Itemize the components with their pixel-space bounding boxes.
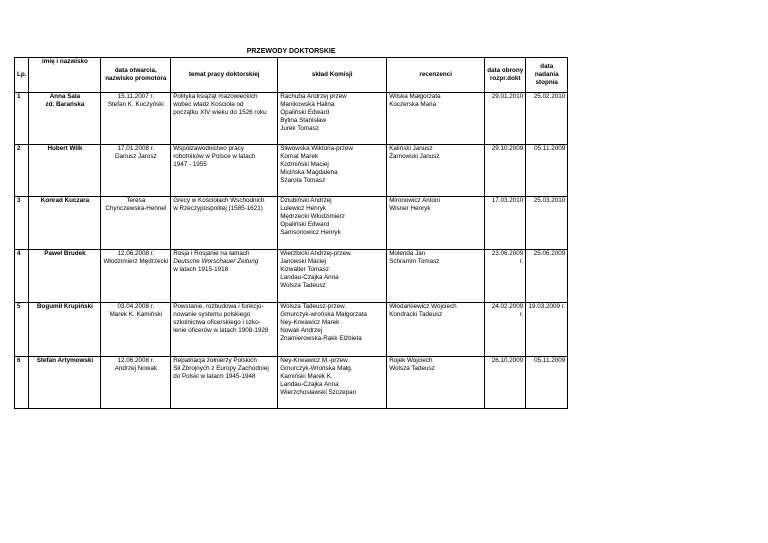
reviewers-line: Kondracki Tadeusz bbox=[389, 311, 443, 318]
thesis-topic-line: Grecy w Kościołach Wschodnich bbox=[173, 197, 265, 204]
header-defense-line: rozpr.dokt bbox=[489, 75, 521, 82]
committee-members bbox=[278, 197, 387, 250]
reviewers bbox=[387, 250, 485, 303]
opening-date-promoter-line: 17.01.2008 r. bbox=[117, 145, 155, 152]
header-reviewers: recenzenci bbox=[387, 58, 485, 93]
thesis-topic-line: nowanie systemu polskiego bbox=[173, 311, 251, 318]
degree-award-date: 05.11.2009 bbox=[526, 357, 568, 409]
thesis-topic-line: wobec władz Kościoła od bbox=[173, 101, 244, 108]
opening-date-promoter-line: Stefan K. Kuczyński bbox=[107, 101, 164, 108]
reviewers bbox=[387, 197, 485, 250]
opening-date-promoter-line: Marek K. Kamiński bbox=[109, 311, 163, 318]
candidate-name bbox=[29, 357, 101, 409]
thesis-topic-line: Polityka książąt mazowieckich bbox=[173, 93, 258, 100]
thesis-topic-line: do Polski w latach 1945-1948 bbox=[173, 373, 256, 380]
opening-date-promoter bbox=[101, 250, 171, 303]
opening-date-promoter bbox=[101, 357, 171, 409]
thesis-topic-line: 1947 - 1955 bbox=[173, 161, 207, 168]
reviewers-line: Kaliński Janusz bbox=[389, 145, 433, 152]
reviewers-line: Schramm Tomasz bbox=[389, 258, 440, 265]
table-row bbox=[15, 303, 568, 357]
opening-date-promoter bbox=[101, 197, 171, 250]
defense-date: 26.10.2009 bbox=[485, 357, 526, 409]
thesis-topic bbox=[171, 197, 278, 250]
reviewers-line: Mironowicz Antoni bbox=[389, 197, 440, 204]
committee-members-line: Opaliński Edward bbox=[280, 221, 330, 228]
defense-date: 29.10.2009 bbox=[485, 145, 526, 197]
committee-members-line: Opaliński Edward bbox=[280, 109, 330, 116]
committee-members-line: Micińska Magdalena bbox=[280, 169, 338, 176]
thesis-topic bbox=[171, 145, 278, 197]
committee-members-line: Manikowska Halina bbox=[280, 101, 335, 108]
reviewers bbox=[387, 145, 485, 197]
candidate-name-line: Paweł Brudek bbox=[44, 250, 86, 257]
committee-members-line: Kamiński Marek K. bbox=[280, 373, 333, 380]
table-row bbox=[15, 93, 568, 145]
row-number: 6 bbox=[15, 357, 29, 409]
page-title: PRZEWODY DOKTORSKIE bbox=[15, 48, 568, 58]
degree-award-date: 25.02.2010 bbox=[526, 93, 568, 145]
opening-date-promoter-line: 12.06.2008 r. bbox=[117, 357, 155, 364]
reviewers-line: Wolsza Tadeusz bbox=[389, 365, 435, 372]
reviewers-line: Wilska Małgorzata bbox=[389, 93, 441, 100]
reviewers-line: Żarnowski Janusz bbox=[389, 153, 440, 160]
committee-members-line: Samsonowicz Henryk bbox=[280, 229, 341, 236]
thesis-topic-line: Powstanie, rozbudowa i funkcjo- bbox=[173, 303, 264, 310]
opening-date-promoter bbox=[101, 303, 171, 357]
committee-members-line: Janowski Maciej bbox=[280, 258, 327, 265]
committee-members-line: Landau-Czajka Anna bbox=[280, 274, 339, 281]
committee-members bbox=[278, 250, 387, 303]
row-number: 4 bbox=[15, 250, 29, 303]
thesis-topic-line: Repatriacja żołnierzy Polskich bbox=[173, 357, 257, 364]
thesis-topic-line: Współzawodnictwo pracy bbox=[173, 145, 244, 152]
row-number: 2 bbox=[15, 145, 29, 197]
degree-award-date: 25.06.2009 bbox=[526, 250, 568, 303]
committee-members-line: Bylina Stanisław bbox=[280, 117, 327, 124]
reviewers-line: Rojek Wojciech bbox=[389, 357, 433, 364]
degree-award-date: 05.11.2009 bbox=[526, 145, 568, 197]
committee-members-line: Wierzchosławski Szczepan bbox=[280, 389, 357, 396]
thesis-topic bbox=[171, 357, 278, 409]
header-awarded-line: data bbox=[540, 63, 554, 70]
committee-members bbox=[278, 145, 387, 197]
thesis-topic bbox=[171, 93, 278, 145]
opening-date-promoter-line: Andrzej Nowak bbox=[114, 365, 157, 372]
reviewers bbox=[387, 357, 485, 409]
defense-date: 23.06.2009 r. bbox=[485, 250, 526, 303]
committee-members-line: Ney-Krwawicz Marek bbox=[280, 319, 340, 326]
opening-date-promoter-line: 03.04.2008 r. bbox=[117, 303, 155, 310]
opening-date-promoter-line: Dariusz Jarosz bbox=[115, 153, 157, 160]
thesis-topic-line: w Rzeczypospolitej (1585-1621) bbox=[173, 205, 263, 212]
title-row bbox=[15, 48, 568, 58]
defense-date: 24.02.2009 r. bbox=[485, 303, 526, 357]
table-row bbox=[15, 250, 568, 303]
candidate-name bbox=[29, 145, 101, 197]
committee-members-line: Znamierowska-Rakk Elżbieta bbox=[280, 335, 362, 342]
committee-members-line: Lulewicz Henryk bbox=[280, 205, 327, 212]
defense-date: 17.03.2010 bbox=[485, 197, 526, 250]
opening-date-promoter-line: Włodzimierz Mędrzecki bbox=[103, 258, 169, 265]
table-row bbox=[15, 197, 568, 250]
opening-date-promoter bbox=[101, 93, 171, 145]
opening-date-promoter-line: Chynczewska-Hennel bbox=[105, 205, 167, 212]
header-topic: temat pracy doktorskiej bbox=[171, 58, 278, 93]
header-opened bbox=[101, 58, 171, 93]
header-name: imię i nazwisko bbox=[29, 58, 101, 93]
committee-members-line: Nowak Andrzej bbox=[280, 327, 323, 334]
committee-members-line: Śliwowska Wiktoria-przew bbox=[280, 145, 353, 152]
committee-members-line: Dziubiński Andrzej bbox=[280, 197, 332, 204]
thesis-topic-line: robotników w Polsce w latach bbox=[173, 153, 256, 160]
header-committee: skład Komisji bbox=[278, 58, 387, 93]
committee-members bbox=[278, 357, 387, 409]
header-awarded-line: stopnia bbox=[535, 79, 558, 86]
candidate-name-line: Konrad Kuczara bbox=[40, 197, 90, 204]
candidate-name-line: zd. Barańska bbox=[45, 101, 85, 108]
candidate-name-line: Stefan Artymowski bbox=[36, 357, 94, 364]
reviewers bbox=[387, 93, 485, 145]
committee-members-line: Koźmiński Maciej bbox=[280, 161, 329, 168]
reviewers bbox=[387, 303, 485, 357]
reviewers-line: Wisner Henryk bbox=[389, 205, 431, 212]
header-row bbox=[15, 58, 568, 93]
row-number: 1 bbox=[15, 93, 29, 145]
opening-date-promoter-line: 15.11.2007 r. bbox=[117, 93, 154, 100]
row-number: 5 bbox=[15, 303, 29, 357]
committee-members-line: Gmurczyk-Wrońska Małg. bbox=[280, 365, 353, 372]
committee-members-line: Ney-Krwawicz M.-przew. bbox=[280, 357, 350, 364]
candidate-name-line: Anna Sala bbox=[49, 93, 81, 100]
candidate-name-line: Hubert Wilk bbox=[47, 145, 83, 152]
thesis-topic-line: Rosja i Rosjanie na łamach bbox=[173, 250, 250, 257]
header-opened-line: data otwarcia, bbox=[114, 67, 157, 74]
committee-members-line: Kornat Marek bbox=[280, 153, 318, 160]
header-defense-line: data obrony bbox=[487, 67, 524, 74]
table-row bbox=[15, 145, 568, 197]
reviewers-line: Molenda Jan bbox=[389, 250, 426, 257]
defense-date: 29.01.2010 bbox=[485, 93, 526, 145]
reviewers-line: Włodarkiewicz Wojciech bbox=[389, 303, 457, 310]
candidate-name-line: Bogumił Krupiński bbox=[36, 303, 93, 310]
committee-members-line: Kizwalter Tomasz bbox=[280, 266, 330, 273]
doctoral-proceedings-table bbox=[14, 48, 568, 409]
thesis-topic-line: Sił Zbrojnych z Europy Zachodniej bbox=[173, 365, 269, 372]
committee-members bbox=[278, 93, 387, 145]
degree-award-date: 19.03.2009 r. bbox=[526, 303, 568, 357]
opening-date-promoter bbox=[101, 145, 171, 197]
committee-members-line: Mędrzecki Włodzimierz bbox=[280, 213, 345, 220]
committee-members-line: Wolsza Tadeusz bbox=[280, 282, 326, 289]
header-defense bbox=[485, 58, 526, 93]
reviewers-line: Koczerska Maria bbox=[389, 101, 437, 108]
committee-members-line: Jurek Tomasz bbox=[280, 125, 319, 132]
thesis-topic-line: początku XIV wieku do 1526 roku bbox=[173, 109, 267, 116]
committee-members-line: Rachuba Andrzej przew bbox=[280, 93, 347, 100]
thesis-topic-line: w latach 1915-1918 bbox=[173, 266, 229, 273]
committee-members-line: Landau-Czajka Anna bbox=[280, 381, 339, 388]
committee-members-line: Wolsza Tadeusz-przew. bbox=[280, 303, 347, 310]
header-awarded bbox=[526, 58, 568, 93]
committee-members-line: Gmurczyk-wrońska Małgorzata bbox=[280, 311, 367, 318]
candidate-name bbox=[29, 303, 101, 357]
table-row bbox=[15, 357, 568, 409]
candidate-name bbox=[29, 93, 101, 145]
thesis-topic bbox=[171, 250, 278, 303]
candidate-name bbox=[29, 250, 101, 303]
header-awarded-line: nadania bbox=[534, 71, 559, 78]
thesis-topic bbox=[171, 303, 278, 357]
header-lp: Lp. bbox=[15, 58, 29, 93]
candidate-name bbox=[29, 197, 101, 250]
degree-award-date: 25.03.2010 bbox=[526, 197, 568, 250]
thesis-topic-line: lenie oficerów w latach 1908-1928 bbox=[173, 327, 269, 334]
opening-date-promoter-line: 12.06.2008 r. bbox=[117, 250, 155, 257]
doctoral-proceedings-sheet bbox=[14, 48, 572, 409]
thesis-topic-line: szkolnictwa oficerskiego i szko- bbox=[173, 319, 261, 326]
thesis-topic-line: Deutsche Worschauer Zeitung bbox=[173, 258, 259, 265]
committee-members-line: Szarota Tomasz bbox=[280, 177, 326, 184]
header-opened-line: nazwisko promotora bbox=[105, 75, 167, 82]
committee-members-line: Wierzbicki Andrzej-przew. bbox=[280, 250, 352, 257]
opening-date-promoter-line: Teresa bbox=[126, 197, 146, 204]
row-number: 3 bbox=[15, 197, 29, 250]
committee-members bbox=[278, 303, 387, 357]
